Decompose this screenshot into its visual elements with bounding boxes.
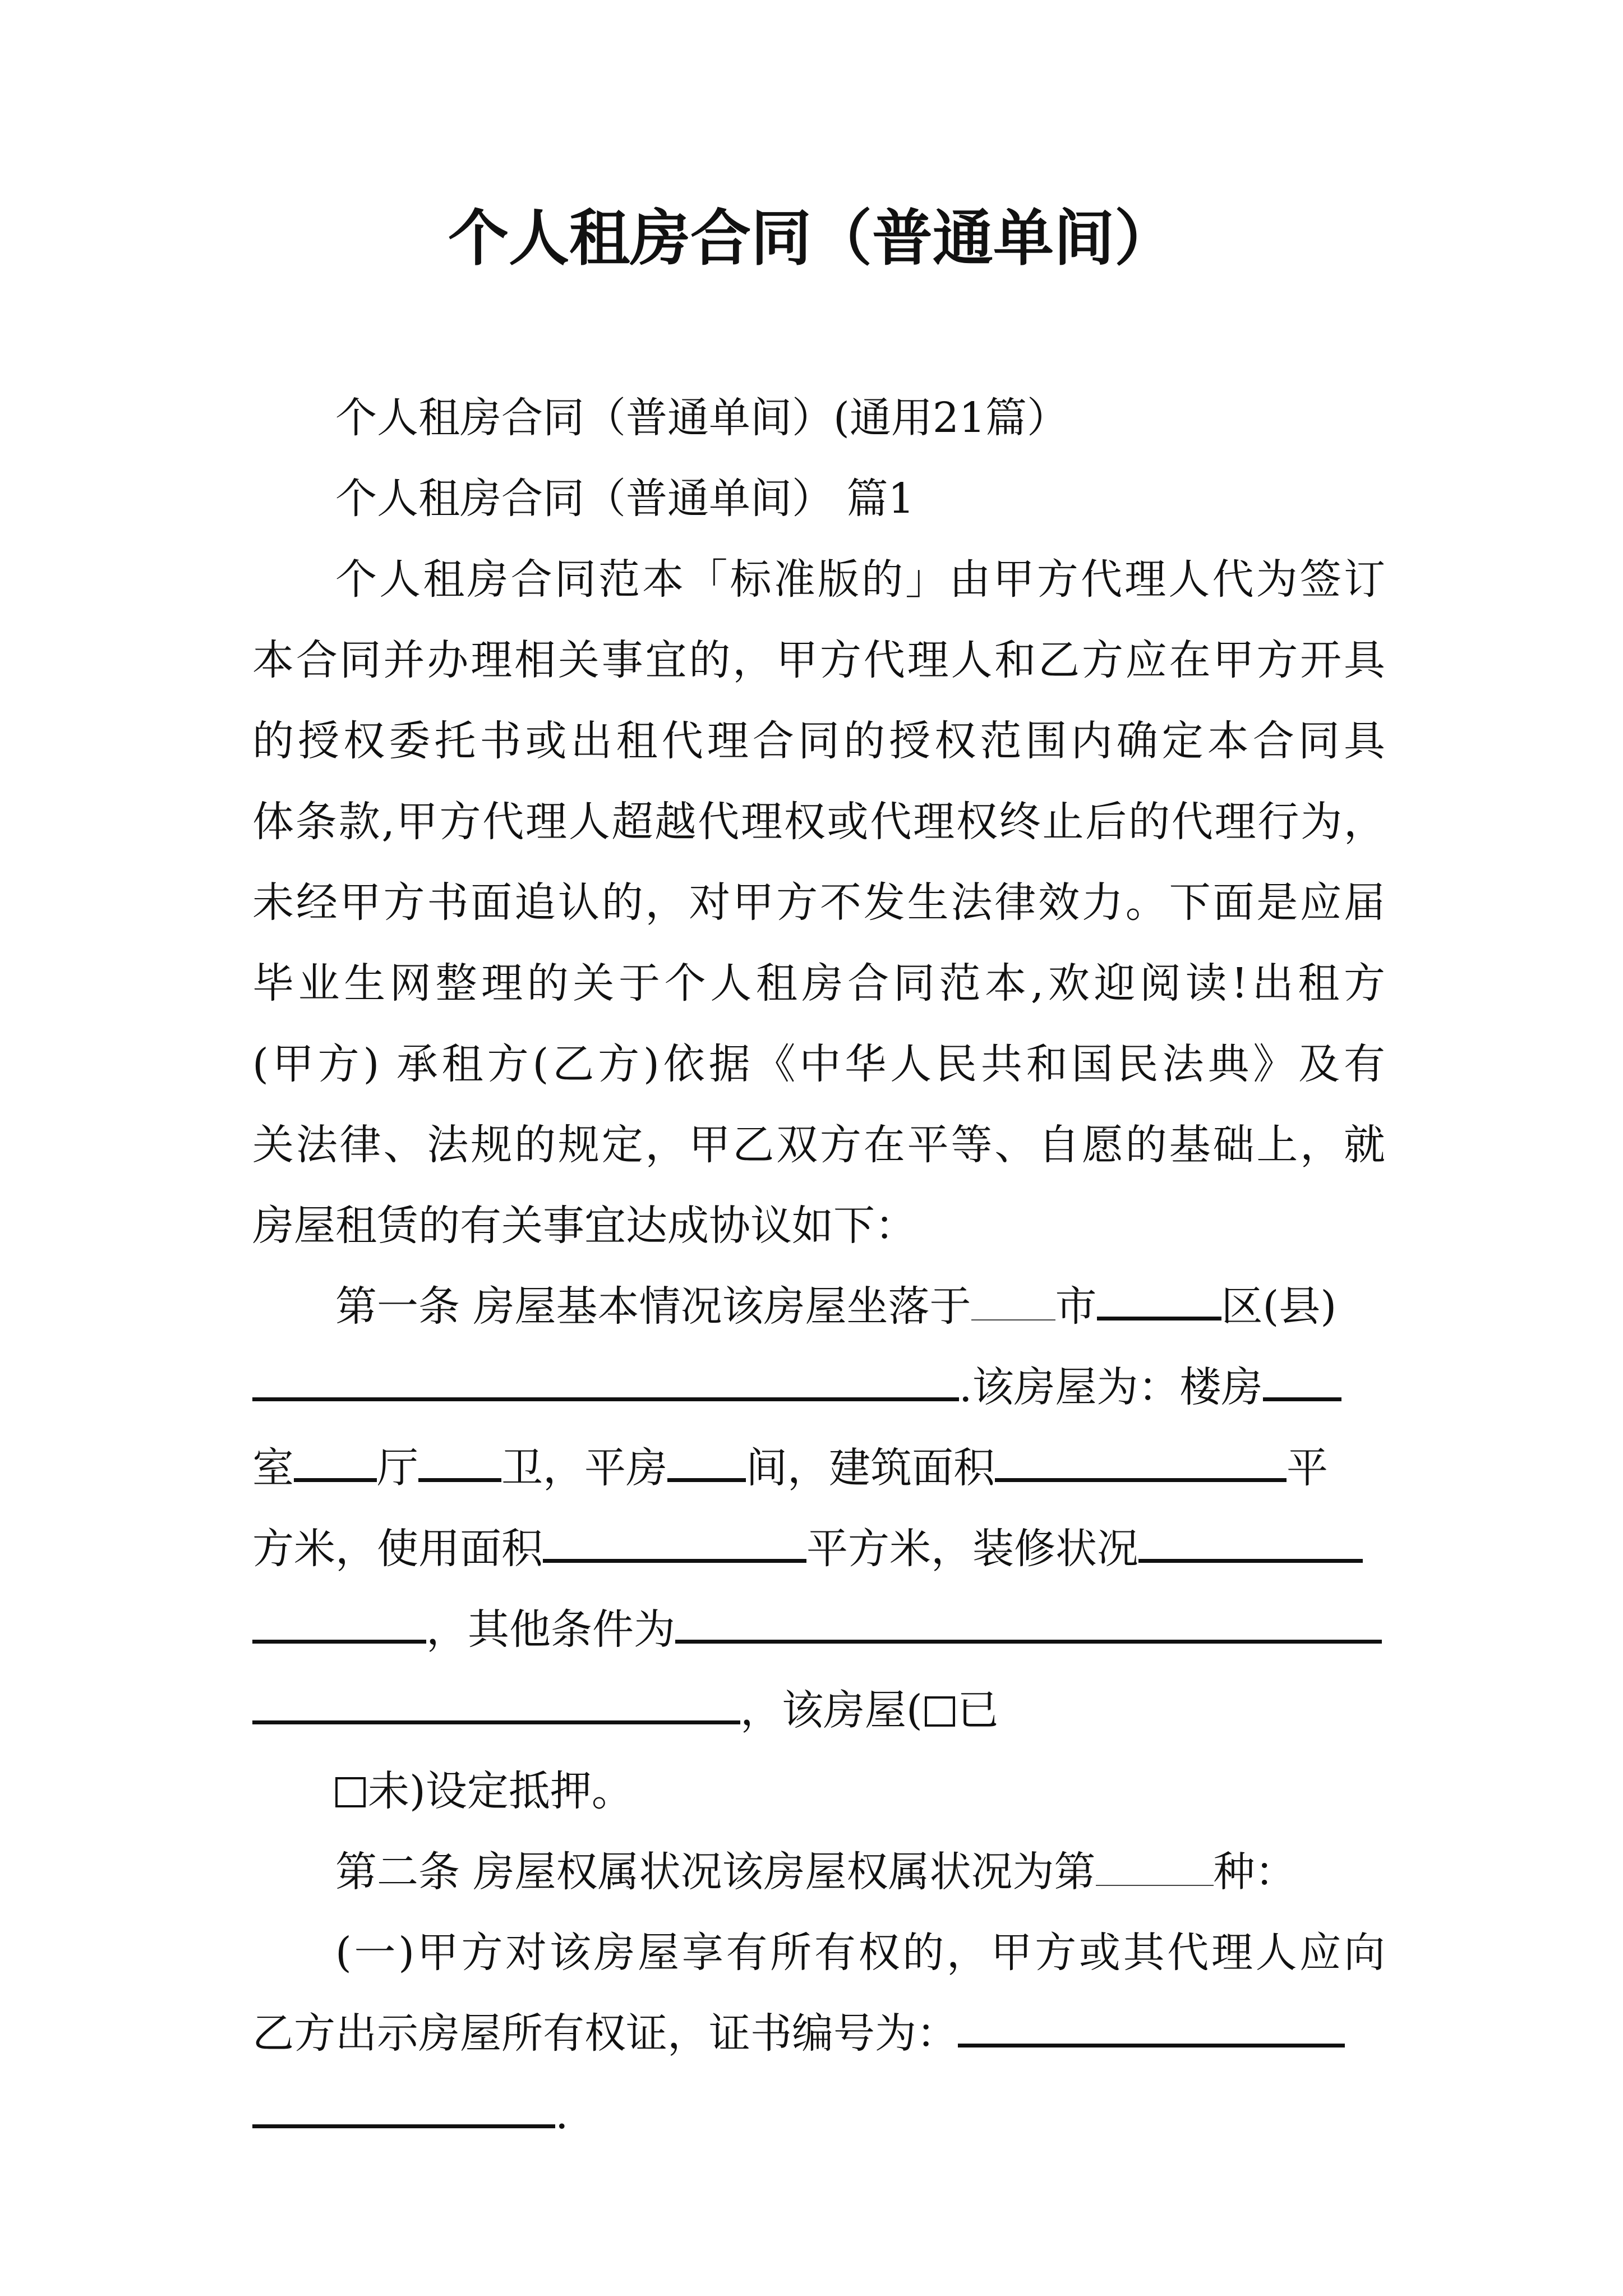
intro-line: 关法律、法规的规定，甲乙双方在平等、自愿的基础上，就 [252,1121,1385,1169]
subtitle: 个人租房合同（普通单间）(通用21篇） [335,394,1069,442]
other-conditions-blank[interactable] [675,1607,1382,1644]
text: 未)设定抵押。 [368,1767,633,1815]
text: .该房屋为：楼房 [959,1363,1263,1411]
halls-blank[interactable] [294,1446,377,1482]
text: 乙方出示房屋所有权证，证书编号为： [252,2009,958,2058]
text: 室 [252,1444,294,1492]
article2-line2: (一)甲方对该房屋享有所有权的，甲方或其代理人应向 [335,1929,1385,1977]
certificate-number-blank-cont[interactable] [252,2092,555,2128]
article2-line3 [252,1993,1385,2074]
article1-line7 [252,1751,1385,1832]
address-blank[interactable] [252,1365,959,1401]
text: 种： [1213,1848,1297,1896]
article1-line6 [252,1670,1385,1751]
text: . [555,2090,569,2138]
intro-line: 本合同并办理相关事宜的，甲方代理人和乙方应在甲方开具 [252,636,1385,684]
intro-line: 体条款,甲方代理人超越代理权或代理权终止后的代理行为， [252,798,1385,846]
text: ，该房屋( [740,1686,923,1734]
usable-area-blank[interactable] [543,1526,806,1563]
text: 第一条 房屋基本情况该房屋坐落于 [335,1282,971,1331]
article1-line1 [252,1266,1385,1347]
bathrooms-blank[interactable] [418,1446,501,1482]
certificate-number-blank[interactable] [958,2011,1345,2047]
article2-line4 [252,2074,1385,2155]
intro-line: (甲方) 承租方(乙方)依据《中华人民共和国民法典》及有 [252,1040,1385,1088]
ownership-type-blank[interactable] [1096,1852,1214,1886]
text: 市 [1055,1282,1097,1331]
text: 第二条 房屋权属状况该房屋权属状况为第 [335,1848,1096,1896]
building-area-blank[interactable] [995,1446,1287,1482]
text: ，其他条件为 [426,1605,675,1654]
intro-line: 未经甲方书面追认的，对甲方不发生法律效力。下面是应届 [252,878,1385,927]
section-heading: 个人租房合同（普通单间） 篇1 [335,475,915,523]
city-blank[interactable] [971,1287,1055,1320]
intro-line: 毕业生网整理的关于个人租房合同范本,欢迎阅读!出租方 [252,959,1385,1007]
text: 平方米，装修状况 [806,1525,1138,1573]
article1-line2 [252,1347,1385,1428]
not-mortgaged-checkbox[interactable] [335,1777,366,1807]
district-blank[interactable] [1097,1284,1221,1320]
decoration-blank[interactable] [1138,1526,1363,1563]
decoration-blank-cont[interactable] [252,1607,426,1644]
text: 厅 [377,1444,418,1492]
text: 已 [957,1686,999,1734]
article2-line1 [252,1832,1385,1912]
other-conditions-blank-cont[interactable] [252,1688,740,1724]
mortgaged-checkbox[interactable] [925,1696,955,1727]
text: 方米，使用面积 [252,1525,543,1573]
article1-line5 [252,1589,1385,1670]
article1-line3 [252,1428,1385,1508]
document-title: 个人租房合同（普通单间） [448,203,1175,274]
document-body [252,378,1385,2155]
article1-line4 [252,1508,1385,1589]
intro-line: 个人租房合同范本「标准版的」由甲方代理人代为签订 [335,555,1385,604]
text: 区(县) [1221,1282,1337,1331]
text: 卫，平房 [501,1444,667,1492]
intro-line: 房屋租赁的有关事宜达成协议如下： [252,1202,916,1250]
text: 间，建筑面积 [746,1444,995,1492]
text: 平 [1287,1444,1328,1492]
bungalow-rooms-blank[interactable] [667,1446,746,1482]
building-rooms-blank[interactable] [1263,1365,1341,1401]
intro-line: 的授权委托书或出租代理合同的授权范围内确定本合同具 [252,717,1385,765]
